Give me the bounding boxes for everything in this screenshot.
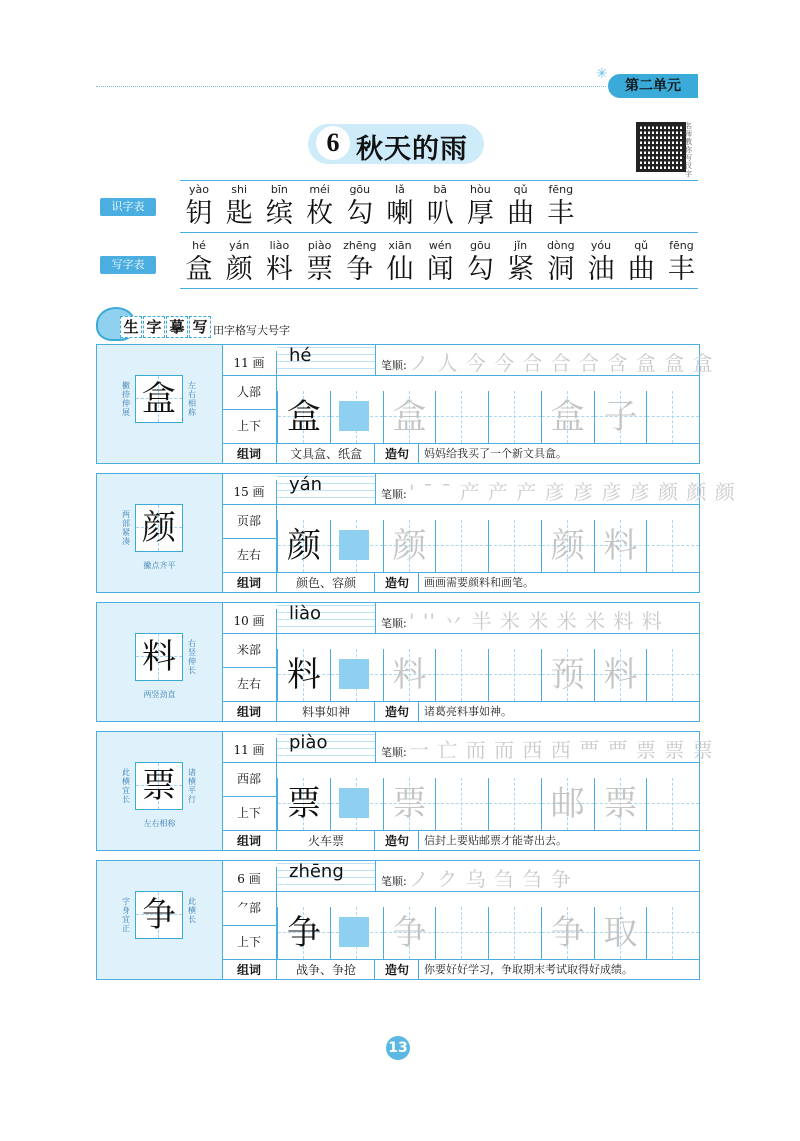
practice-char: 子 <box>603 397 638 437</box>
writing-note-right: 左右相称 <box>188 381 196 417</box>
practice-char: 颜 <box>392 526 427 566</box>
pinyin: méi <box>309 183 330 196</box>
structure-shape <box>339 401 369 431</box>
pinyin: zhēng <box>343 239 377 252</box>
pinyin: hòu <box>470 183 491 196</box>
stroke-sequence: ' ˉ ˉ 产 产 产 彦 彦 彦 彦 颜 颜 颜 <box>409 480 736 504</box>
stroke-sequence: ' '' 丷 半 米 米 米 米 料 料 <box>409 609 663 633</box>
practice-cell[interactable] <box>594 649 647 701</box>
character-block <box>96 731 714 851</box>
practice-cell[interactable] <box>488 391 541 443</box>
char-pinyin: yán <box>289 474 323 495</box>
hanzi: 缤 <box>265 198 293 229</box>
practice-cell[interactable] <box>594 520 647 572</box>
practice-cell[interactable] <box>435 778 488 830</box>
char-display <box>97 732 223 850</box>
practice-cell[interactable] <box>277 649 330 701</box>
example-sentence: 你要好好学习，争取期末考试取得好成绩。 <box>424 963 633 976</box>
practice-cell[interactable] <box>435 907 488 959</box>
writing-note-right: 此横长 <box>188 897 196 924</box>
structure: 上下 <box>222 925 277 959</box>
shizi-word <box>301 182 339 230</box>
qr-code-icon[interactable] <box>636 122 686 172</box>
character-block <box>96 602 700 722</box>
xiezi-tag: 写字表 <box>100 256 156 274</box>
usage-row <box>222 959 699 980</box>
zuci-label: 组词 <box>222 960 277 980</box>
divider <box>180 288 698 289</box>
xiezi-word <box>421 238 459 286</box>
example-sentence: 诸葛亮料事如神。 <box>424 705 512 718</box>
usage-row <box>222 443 699 464</box>
hanzi: 闻 <box>426 254 454 285</box>
big-char-box <box>135 891 183 939</box>
hanzi: 洞 <box>547 254 575 285</box>
writing-note-left: 撇捺伸展 <box>122 381 130 417</box>
char-pinyin: piào <box>289 732 328 753</box>
qr-caption: 名师教你写汉字 <box>685 122 692 178</box>
practice-char: 颜 <box>550 526 585 566</box>
divider <box>222 762 276 763</box>
lesson-number: 6 <box>316 126 350 160</box>
pinyin: fēng <box>669 239 694 252</box>
divider <box>222 504 276 505</box>
structure: 上下 <box>222 796 277 830</box>
xiezi-word <box>260 238 298 286</box>
hanzi: 紧 <box>507 254 535 285</box>
section-title-char: 写 <box>189 316 211 338</box>
big-char: 票 <box>142 766 176 806</box>
xiezi-word <box>582 238 620 286</box>
shizi-word <box>542 182 580 230</box>
character-block <box>96 860 700 980</box>
practice-cell[interactable] <box>277 907 330 959</box>
stroke-sequence: ノ ク 乌 刍 刍 争 <box>409 867 572 891</box>
hanzi: 油 <box>587 254 615 285</box>
hanzi: 勾 <box>466 254 494 285</box>
practice-char: 料 <box>603 655 638 695</box>
practice-cell[interactable] <box>488 520 541 572</box>
practice-char: 票 <box>392 784 427 824</box>
practice-cell[interactable] <box>488 907 541 959</box>
practice-cell[interactable] <box>330 778 383 830</box>
writing-note-bottom: 左右相称 <box>143 819 176 828</box>
pinyin: yóu <box>590 239 612 252</box>
char-display <box>97 474 223 592</box>
practice-cell[interactable] <box>541 649 594 701</box>
practice-cell[interactable] <box>435 391 488 443</box>
stroke-count: 11 画 <box>222 738 277 762</box>
writing-note-right: 右竖伸长 <box>188 639 196 675</box>
practice-cell[interactable] <box>488 649 541 701</box>
big-char: 颜 <box>142 508 176 548</box>
pinyin-box <box>277 345 376 375</box>
practice-cell[interactable] <box>541 391 594 443</box>
practice-grid <box>277 778 699 830</box>
shizi-tag: 识字表 <box>100 198 156 216</box>
pinyin: shi <box>231 183 248 196</box>
practice-grid <box>277 520 699 572</box>
writing-note-bottom: 两竖劲直 <box>143 690 176 699</box>
star-icon: ✳ <box>596 66 608 82</box>
section-title-char: 摹 <box>166 316 188 338</box>
pinyin-box <box>277 603 376 633</box>
practice-cell[interactable] <box>383 649 436 701</box>
structure: 左右 <box>222 538 277 572</box>
divider <box>222 796 276 797</box>
example-sentence: 信封上要贴邮票才能寄出去。 <box>424 834 567 847</box>
example-words: 料事如神 <box>278 702 375 722</box>
pinyin: dòng <box>546 239 575 252</box>
radical: 人部 <box>222 375 277 409</box>
pinyin: bīn <box>270 183 288 196</box>
page-number: 13 <box>386 1036 410 1060</box>
hanzi: 枚 <box>306 198 334 229</box>
zuci-label: 组词 <box>222 702 277 722</box>
page-title: 秋天的雨 <box>356 134 468 165</box>
divider <box>180 180 698 181</box>
stroke-sequence: ノ 人 今 今 合 合 合 含 盒 盒 盒 <box>409 351 714 375</box>
section-title-char: 生 <box>120 316 142 338</box>
practice-cell[interactable] <box>541 520 594 572</box>
practice-cell[interactable] <box>646 649 699 701</box>
pinyin: lǎ <box>395 183 405 196</box>
hanzi: 曲 <box>627 254 655 285</box>
big-char-box <box>135 762 183 810</box>
unit-tab <box>608 74 698 98</box>
divider <box>222 667 276 668</box>
usage-row <box>222 572 699 593</box>
radical: 页部 <box>222 504 277 538</box>
char-display <box>97 345 223 463</box>
char-display <box>97 861 223 979</box>
hanzi: 颜 <box>225 254 253 285</box>
pinyin: gōu <box>470 239 491 252</box>
pinyin-box <box>277 474 376 504</box>
big-char-box <box>135 633 183 681</box>
practice-cell[interactable] <box>646 520 699 572</box>
shizi-word <box>180 182 218 230</box>
stroke-order-label: 笔顺: <box>381 617 407 630</box>
shizi-word <box>461 182 499 230</box>
stroke-count: 11 画 <box>222 351 277 375</box>
char-pinyin: zhēng <box>289 861 344 882</box>
radical: ⺈部 <box>222 891 277 925</box>
section-title-char: 字 <box>143 316 165 338</box>
character-block <box>96 344 714 464</box>
structure-shape <box>339 659 369 689</box>
practice-cell[interactable] <box>646 778 699 830</box>
practice-char: 颜 <box>287 526 321 566</box>
pinyin-box <box>277 732 376 762</box>
example-sentence: 妈妈给我买了一个新文具盒。 <box>424 447 567 460</box>
xiezi-word <box>301 238 339 286</box>
structure-shape <box>339 917 369 947</box>
practice-char: 争 <box>392 913 427 953</box>
big-char: 盒 <box>142 379 176 419</box>
hanzi: 厚 <box>466 198 494 229</box>
practice-cell[interactable] <box>646 907 699 959</box>
char-pinyin: hé <box>289 345 312 366</box>
practice-cell[interactable] <box>330 907 383 959</box>
writing-note-left: 两部紧凑 <box>122 510 130 546</box>
structure: 上下 <box>222 409 277 443</box>
practice-cell[interactable] <box>541 907 594 959</box>
shizi-word <box>381 182 419 230</box>
practice-char: 票 <box>603 784 638 824</box>
example-words: 火车票 <box>278 831 375 851</box>
xiezi-word <box>502 238 540 286</box>
practice-cell[interactable] <box>277 520 330 572</box>
writing-note-bottom: 撇点齐平 <box>143 561 176 570</box>
radical: 米部 <box>222 633 277 667</box>
hanzi: 票 <box>306 254 334 285</box>
example-sentence: 画画需要颜料和画笔。 <box>424 576 534 589</box>
practice-grid <box>277 649 699 701</box>
practice-cell[interactable] <box>488 778 541 830</box>
zaoju-label: 造句 <box>376 444 419 464</box>
practice-grid <box>277 907 699 959</box>
pinyin: piào <box>307 239 332 252</box>
usage-row <box>222 830 699 851</box>
hanzi: 曲 <box>507 198 535 229</box>
divider <box>222 375 276 376</box>
divider <box>180 232 698 233</box>
hanzi: 仙 <box>386 254 414 285</box>
zuci-label: 组词 <box>222 831 277 851</box>
practice-char: 邮 <box>550 784 585 824</box>
pinyin: yào <box>189 183 209 196</box>
pinyin: xiān <box>388 239 412 252</box>
practice-char: 盒 <box>287 397 321 437</box>
example-words: 战争、争抢 <box>278 960 375 980</box>
pinyin: yán <box>229 239 250 252</box>
writing-note-left: 此横宜长 <box>122 768 130 804</box>
xiezi-word <box>662 238 700 286</box>
divider <box>222 891 276 892</box>
hanzi: 料 <box>265 254 293 285</box>
example-words: 颜色、容颜 <box>278 573 375 593</box>
stroke-sequence: 一 亡 而 而 西 西 覀 覀 票 票 票 <box>409 738 714 762</box>
zuci-label: 组词 <box>222 573 277 593</box>
radical: 西部 <box>222 762 277 796</box>
hanzi: 喇 <box>386 198 414 229</box>
divider <box>222 925 276 926</box>
structure: 左右 <box>222 667 277 701</box>
xiezi-word <box>180 238 218 286</box>
practice-cell[interactable] <box>594 391 647 443</box>
character-block <box>96 473 736 593</box>
pinyin: gōu <box>349 183 371 196</box>
practice-cell[interactable] <box>594 778 647 830</box>
practice-cell[interactable] <box>277 778 330 830</box>
practice-cell[interactable] <box>383 778 436 830</box>
big-char: 争 <box>142 895 176 935</box>
zaoju-label: 造句 <box>376 573 419 593</box>
practice-cell[interactable] <box>277 391 330 443</box>
practice-cell[interactable] <box>435 649 488 701</box>
hanzi: 争 <box>346 254 374 285</box>
unit-label: 第二单元 <box>625 78 681 94</box>
pinyin: qǔ <box>513 183 528 196</box>
structure-shape <box>339 530 369 560</box>
stroke-count: 15 画 <box>222 480 277 504</box>
usage-row <box>222 701 699 722</box>
hanzi: 丰 <box>667 254 695 285</box>
shizi-word <box>260 182 298 230</box>
hanzi: 盒 <box>185 254 213 285</box>
stroke-order-label: 笔顺: <box>381 359 407 372</box>
practice-cell[interactable] <box>594 907 647 959</box>
xiezi-word <box>542 238 580 286</box>
big-char-box <box>135 375 183 423</box>
practice-char: 料 <box>287 655 321 695</box>
practice-cell[interactable] <box>330 649 383 701</box>
shizi-word <box>341 182 379 230</box>
pinyin: hé <box>192 239 206 252</box>
practice-char: 争 <box>550 913 585 953</box>
big-char-box <box>135 504 183 552</box>
pinyin-box <box>277 861 376 891</box>
big-char: 料 <box>142 637 176 677</box>
xiezi-word <box>341 238 379 286</box>
stroke-count: 10 画 <box>222 609 277 633</box>
pinyin: qǔ <box>634 239 649 252</box>
hanzi: 丰 <box>547 198 575 229</box>
practice-char: 料 <box>392 655 427 695</box>
xiezi-word <box>381 238 419 286</box>
practice-cell[interactable] <box>646 391 699 443</box>
structure-shape <box>339 788 369 818</box>
practice-char: 预 <box>550 655 585 695</box>
practice-cell[interactable] <box>330 520 383 572</box>
pinyin: liào <box>269 239 290 252</box>
xiezi-word <box>622 238 660 286</box>
xiezi-word <box>461 238 499 286</box>
section-subtitle: 田字格写大号字 <box>213 324 290 337</box>
practice-cell[interactable] <box>383 391 436 443</box>
writing-note-right: 诸横平行 <box>188 768 196 804</box>
hanzi: 钥 <box>185 198 213 229</box>
zaoju-label: 造句 <box>376 831 419 851</box>
shizi-word <box>220 182 258 230</box>
stroke-order-label: 笔顺: <box>381 488 407 501</box>
hanzi: 匙 <box>225 198 253 229</box>
practice-cell[interactable] <box>383 520 436 572</box>
char-pinyin: liào <box>289 603 322 624</box>
practice-char: 票 <box>287 784 321 824</box>
hanzi: 勾 <box>346 198 374 229</box>
zaoju-label: 造句 <box>376 960 419 980</box>
pinyin: bā <box>433 183 448 196</box>
practice-char: 争 <box>287 913 321 953</box>
divider <box>222 409 276 410</box>
divider <box>222 633 276 634</box>
stroke-order-label: 笔顺: <box>381 875 407 888</box>
header-dotted-line <box>96 86 606 87</box>
practice-char: 料 <box>603 526 638 566</box>
stroke-order-label: 笔顺: <box>381 746 407 759</box>
divider <box>222 538 276 539</box>
practice-cell[interactable] <box>435 520 488 572</box>
char-display <box>97 603 223 721</box>
practice-char: 盒 <box>550 397 585 437</box>
practice-char: 取 <box>603 913 638 953</box>
pinyin: fēng <box>548 183 574 196</box>
zaoju-label: 造句 <box>376 702 419 722</box>
practice-cell[interactable] <box>541 778 594 830</box>
writing-note-left: 字身宜正 <box>122 897 130 933</box>
xiezi-word <box>220 238 258 286</box>
shizi-word <box>421 182 459 230</box>
practice-grid <box>277 391 699 443</box>
practice-cell[interactable] <box>330 391 383 443</box>
pinyin: wén <box>428 239 452 252</box>
hanzi: 叭 <box>426 198 454 229</box>
practice-char: 盒 <box>392 397 427 437</box>
example-words: 文具盒、纸盒 <box>278 444 375 464</box>
shizi-word <box>502 182 540 230</box>
stroke-count: 6 画 <box>222 867 277 891</box>
pinyin: jǐn <box>514 239 528 252</box>
practice-cell[interactable] <box>383 907 436 959</box>
zuci-label: 组词 <box>222 444 277 464</box>
